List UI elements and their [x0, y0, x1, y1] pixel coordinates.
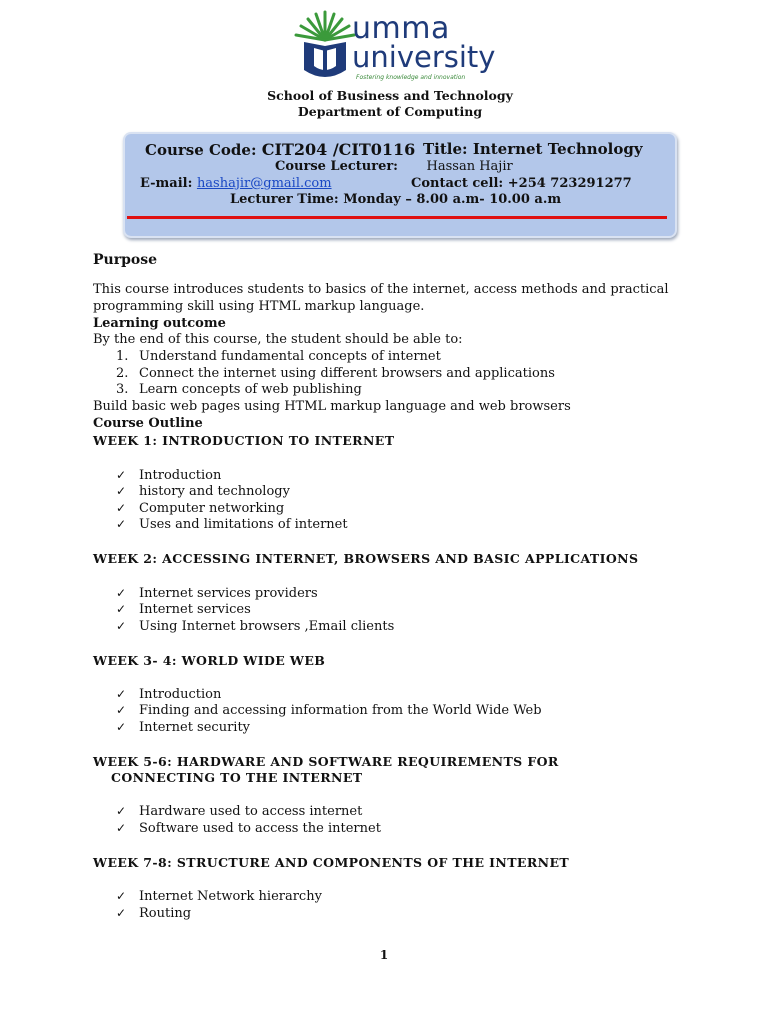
checkmark-icon: ✓	[116, 687, 127, 701]
contact-value: +254 723291277	[507, 176, 632, 191]
email-link[interactable]: hashajir@gmail.com	[196, 176, 332, 191]
list-item: ✓ Routing	[116, 906, 192, 921]
course-outline-heading: Course Outline	[93, 416, 203, 431]
learning-outcome-heading: Learning outcome	[93, 316, 226, 331]
list-item: ✓ Computer networking	[116, 501, 285, 516]
course-code	[145, 140, 415, 159]
checkmark-icon: ✓	[116, 602, 127, 616]
time-label: Lecturer Time:	[230, 192, 339, 207]
list-item: ✓ history and technology	[116, 484, 290, 499]
course-info-card	[123, 132, 677, 238]
page-number: 1	[379, 948, 389, 962]
checkmark-icon: ✓	[116, 703, 127, 717]
lecturer-label: Course Lecturer:	[275, 159, 398, 174]
logo-word-umma: umma	[352, 11, 450, 46]
course-code-value: CIT204 /CIT0116	[261, 140, 416, 159]
list-item: ✓ Internet Network hierarchy	[116, 889, 322, 904]
list-item: ✓ Finding and accessing information from the World Wide Web	[116, 703, 542, 718]
outcome-text: Connect the internet using different browsers and applications	[139, 366, 555, 381]
course-code-label: Course Code:	[145, 141, 257, 159]
outcome-text: Understand fundamental concepts of internet	[139, 349, 441, 364]
time-value: Monday – 8.00 a.m- 10.00 a.m	[343, 192, 562, 207]
checkmark-icon: ✓	[116, 619, 127, 633]
purpose-line-2: programming skill using HTML markup language.	[93, 299, 425, 314]
university-logo	[290, 10, 496, 82]
week-heading: WEEK 7-8: STRUCTURE AND COMPONENTS OF THE INTERNET	[93, 855, 570, 870]
lecturer-value: Hassan Hajir	[426, 159, 513, 174]
logo-word-university: university	[352, 40, 496, 74]
week-heading: WEEK 1: INTRODUCTION TO INTERNET	[93, 433, 395, 448]
course-title-label: Title:	[423, 140, 468, 158]
outcome-item	[116, 382, 362, 398]
list-item: ✓ Software used to access the internet	[116, 821, 381, 836]
checkmark-icon: ✓	[116, 906, 127, 920]
course-lecturer	[275, 159, 513, 174]
week-heading: WEEK 2: ACCESSING INTERNET, BROWSERS AND BASIC APPLICATIONS	[93, 551, 639, 566]
checkmark-icon: ✓	[116, 889, 127, 903]
list-item: ✓ Introduction	[116, 687, 222, 702]
course-title-value: Internet Technology	[472, 140, 643, 158]
week-heading: WEEK 3- 4: WORLD WIDE WEB	[93, 653, 326, 668]
outcome-number: 3.	[116, 382, 129, 397]
learning-intro: By the end of this course, the student should be able to:	[93, 332, 463, 347]
lecturer-email	[140, 176, 332, 191]
checkmark-icon: ✓	[116, 468, 127, 482]
email-label: E-mail:	[140, 176, 193, 191]
checkmark-icon: ✓	[116, 517, 127, 531]
week-heading-continued: CONNECTING TO THE INTERNET	[111, 770, 363, 785]
school-name: School of Business and Technology	[267, 88, 513, 103]
checkmark-icon: ✓	[116, 501, 127, 515]
outcome-item	[116, 349, 441, 365]
list-item: ✓ Internet services providers	[116, 586, 318, 601]
red-divider	[127, 216, 667, 219]
checkmark-icon: ✓	[116, 804, 127, 818]
purpose-line-1: This course introduces students to basics of the internet, access methods and practical	[93, 282, 669, 297]
contact-label: Contact cell:	[411, 176, 504, 191]
checkmark-icon: ✓	[116, 821, 127, 835]
checkmark-icon: ✓	[116, 586, 127, 600]
list-item: ✓ Internet services	[116, 602, 251, 617]
lecturer-contact	[411, 176, 632, 191]
outcome-text: Learn concepts of web publishing	[139, 382, 362, 397]
logo-tagline: Fostering knowledge and innovation	[356, 74, 466, 81]
outcome-number: 2.	[116, 366, 129, 381]
checkmark-icon: ✓	[116, 720, 127, 734]
list-item: ✓ Uses and limitations of internet	[116, 517, 348, 532]
list-item: ✓ Hardware used to access internet	[116, 804, 363, 819]
department-name: Department of Computing	[297, 104, 483, 119]
course-title	[423, 140, 643, 158]
learning-summary: Build basic web pages using HTML markup language and web browsers	[93, 399, 571, 414]
list-item: ✓ Internet security	[116, 720, 251, 735]
list-item: ✓ Using Internet browsers ,Email clients	[116, 619, 395, 634]
checkmark-icon: ✓	[116, 484, 127, 498]
outcome-number: 1.	[116, 349, 129, 364]
purpose-heading: Purpose	[93, 252, 157, 268]
lecturer-time	[230, 192, 561, 207]
list-item: ✓ Introduction	[116, 468, 222, 483]
week-heading: WEEK 5-6: HARDWARE AND SOFTWARE REQUIREMENTS FOR	[93, 754, 559, 769]
outcome-item	[116, 366, 555, 382]
logo-emblem-icon	[290, 10, 360, 82]
